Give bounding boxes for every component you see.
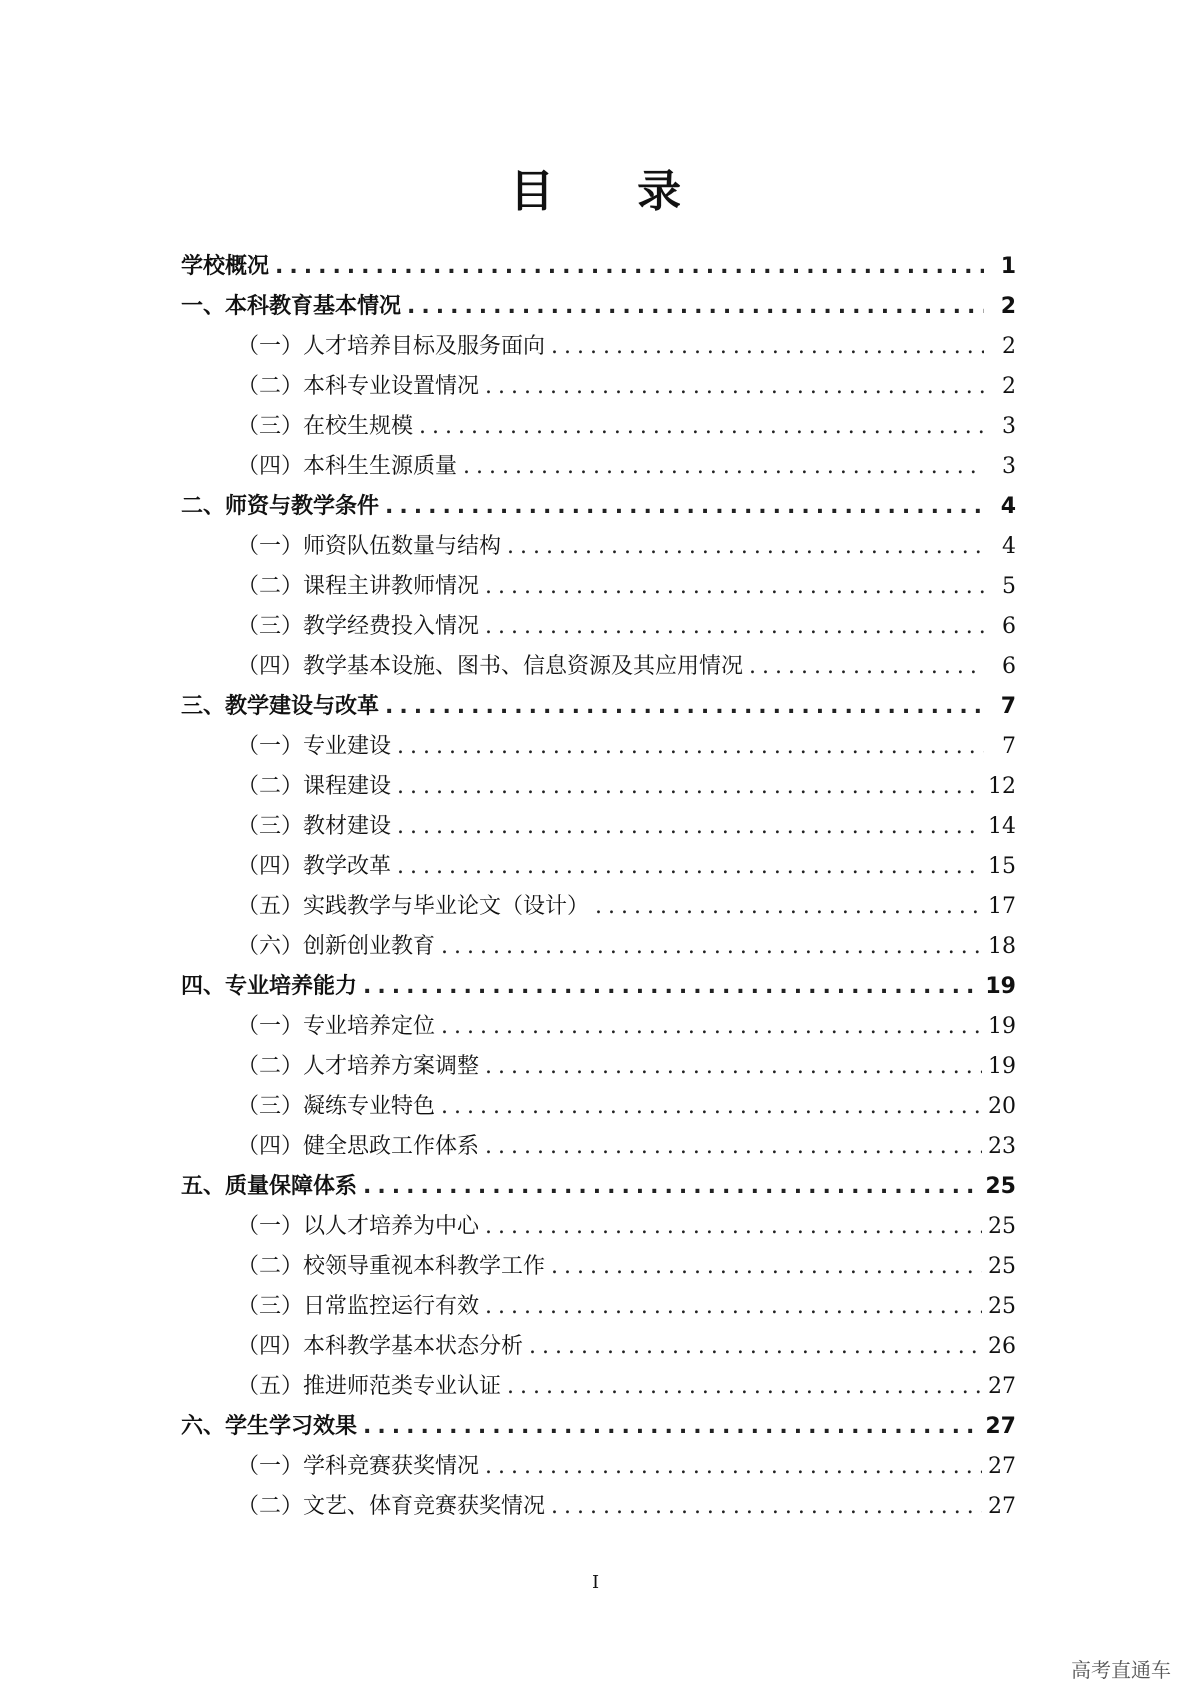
toc-entry-label: （四）健全思政工作体系 <box>237 1134 480 1159</box>
toc-entry-page: 2 <box>1000 294 1016 319</box>
toc-entry-label: （二）课程建设 <box>237 774 392 799</box>
toc-dot-leader <box>363 1407 979 1447</box>
toc-entry-label: （二）文艺、体育竞赛获奖情况 <box>237 1494 546 1519</box>
toc-entry-label: （一）专业建设 <box>237 734 392 759</box>
toc-section-entry[interactable] <box>181 1207 1016 1247</box>
toc-entry-label: （三）教材建设 <box>237 814 392 839</box>
toc-dot-leader <box>385 687 984 727</box>
toc-entry-page: 20 <box>988 1094 1016 1119</box>
toc-section-entry[interactable] <box>181 1367 1016 1407</box>
toc-section-entry[interactable] <box>181 887 1016 927</box>
toc-entry-page: 2 <box>1002 374 1016 399</box>
toc-entry-label: （二）校领导重视本科教学工作 <box>237 1254 546 1279</box>
toc-section-entry[interactable] <box>181 607 1016 647</box>
toc-entry-page: 19 <box>985 974 1016 999</box>
toc-chapter-entry[interactable] <box>181 1167 1016 1207</box>
toc-dot-leader <box>397 847 982 887</box>
toc-entry-page: 5 <box>1002 574 1016 599</box>
toc-entry-label: （四）本科生生源质量 <box>237 454 458 479</box>
toc-section-entry[interactable] <box>181 1087 1016 1127</box>
toc-entry-page: 6 <box>1002 654 1016 679</box>
toc-entry-page: 12 <box>988 774 1016 799</box>
toc-entry-page: 19 <box>988 1014 1016 1039</box>
toc-entry-page: 26 <box>988 1334 1016 1359</box>
toc-section-entry[interactable] <box>181 1327 1016 1367</box>
toc-dot-leader <box>397 767 982 807</box>
toc-section-entry[interactable] <box>181 367 1016 407</box>
toc-dot-leader <box>397 727 984 767</box>
toc-section-entry[interactable] <box>181 447 1016 487</box>
toc-entry-page: 25 <box>988 1294 1016 1319</box>
toc-section-entry[interactable] <box>181 847 1016 887</box>
toc-entry-label: （一）师资队伍数量与结构 <box>237 534 502 559</box>
toc-dot-leader <box>363 967 979 1007</box>
toc-dot-leader <box>749 647 984 687</box>
toc-entry-label: （二）课程主讲教师情况 <box>237 574 480 599</box>
toc-dot-leader <box>363 1167 979 1207</box>
toc-entry-label: （六）创新创业教育 <box>237 934 436 959</box>
toc-entry-label: 学校概况 <box>181 254 270 279</box>
toc-chapter-entry[interactable] <box>181 487 1016 527</box>
toc-entry-label: （五）实践教学与毕业论文（设计） <box>237 894 590 919</box>
toc-entry-label: （一）专业培养定位 <box>237 1014 436 1039</box>
toc-entry-page: 25 <box>985 1174 1016 1199</box>
toc-section-entry[interactable] <box>181 1287 1016 1327</box>
toc-entry-page: 23 <box>988 1134 1016 1159</box>
page-number: I <box>591 1572 600 1593</box>
toc-entry-page: 2 <box>1002 334 1016 359</box>
toc-section-entry[interactable] <box>181 647 1016 687</box>
toc-dot-leader <box>485 567 984 607</box>
toc-entry-label: （二）本科专业设置情况 <box>237 374 480 399</box>
toc-entry-label: （一）学科竞赛获奖情况 <box>237 1454 480 1479</box>
page-title: 目 录 <box>509 166 716 217</box>
toc-section-entry[interactable] <box>181 1487 1016 1527</box>
toc-dot-leader <box>463 447 984 487</box>
toc-dot-leader <box>441 1087 982 1127</box>
toc-entry-page: 18 <box>988 934 1016 959</box>
toc-entry-label: 一、本科教育基本情况 <box>181 294 402 319</box>
toc-section-entry[interactable] <box>181 807 1016 847</box>
toc-entry-page: 25 <box>988 1214 1016 1239</box>
toc-section-entry[interactable] <box>181 767 1016 807</box>
toc-entry-label: （五）推进师范类专业认证 <box>237 1374 502 1399</box>
toc-entry-page: 4 <box>1002 534 1016 559</box>
toc-dot-leader <box>485 1207 982 1247</box>
toc-entry-label: （三）在校生规模 <box>237 414 414 439</box>
toc-chapter-entry[interactable] <box>181 1407 1016 1447</box>
toc-section-entry[interactable] <box>181 327 1016 367</box>
toc-dot-leader <box>441 1007 982 1047</box>
toc-dot-leader <box>485 1047 982 1087</box>
toc-dot-leader <box>551 1247 982 1287</box>
toc-entry-page: 4 <box>1000 494 1016 519</box>
toc-dot-leader <box>407 287 984 327</box>
toc-chapter-entry[interactable] <box>181 287 1016 327</box>
toc-entry-page: 27 <box>988 1494 1016 1519</box>
toc-dot-leader <box>507 1367 982 1407</box>
toc-dot-leader <box>485 367 984 407</box>
toc-section-entry[interactable] <box>181 527 1016 567</box>
toc-chapter-entry[interactable] <box>181 687 1016 727</box>
toc-entry-page: 27 <box>988 1454 1016 1479</box>
toc-dot-leader <box>485 1287 982 1327</box>
toc-entry-page: 15 <box>988 854 1016 879</box>
toc-chapter-entry[interactable] <box>181 247 1016 287</box>
toc-section-entry[interactable] <box>181 407 1016 447</box>
toc-chapter-entry[interactable] <box>181 967 1016 1007</box>
toc-dot-leader <box>595 887 982 927</box>
toc-entry-page: 14 <box>988 814 1016 839</box>
toc-dot-leader <box>507 527 984 567</box>
watermark: 高考直通车 <box>1071 1658 1171 1682</box>
toc-section-entry[interactable] <box>181 1127 1016 1167</box>
toc-dot-leader <box>485 1127 982 1167</box>
toc-entry-page: 7 <box>1000 694 1016 719</box>
toc-section-entry[interactable] <box>181 1007 1016 1047</box>
toc-entry-page: 25 <box>988 1254 1016 1279</box>
toc-dot-leader <box>419 407 984 447</box>
toc-entry-page: 7 <box>1002 734 1016 759</box>
toc-section-entry[interactable] <box>181 567 1016 607</box>
toc-entry-label: （三）日常监控运行有效 <box>237 1294 480 1319</box>
toc-entry-label: （三）凝练专业特色 <box>237 1094 436 1119</box>
toc-entry-label: 三、教学建设与改革 <box>181 694 380 719</box>
toc-entry-page: 3 <box>1002 454 1016 479</box>
toc-entry-page: 19 <box>988 1054 1016 1079</box>
toc-entry-label: （二）人才培养方案调整 <box>237 1054 480 1079</box>
toc-dot-leader <box>441 927 982 967</box>
toc-entry-page: 1 <box>1000 254 1016 279</box>
toc-entry-page: 27 <box>985 1414 1016 1439</box>
toc-dot-leader <box>551 1487 982 1527</box>
toc-dot-leader <box>485 607 984 647</box>
toc-section-entry[interactable] <box>181 1447 1016 1487</box>
toc-entry-page: 27 <box>988 1374 1016 1399</box>
toc-entry-label: 六、学生学习效果 <box>181 1414 358 1439</box>
toc-section-entry[interactable] <box>181 1247 1016 1287</box>
toc-entry-label: 五、质量保障体系 <box>181 1174 358 1199</box>
toc-dot-leader <box>397 807 982 847</box>
toc-section-entry[interactable] <box>181 927 1016 967</box>
toc-entry-label: （一）人才培养目标及服务面向 <box>237 334 546 359</box>
toc-entry-label: 四、专业培养能力 <box>181 974 358 999</box>
toc-section-entry[interactable] <box>181 727 1016 767</box>
table-of-contents <box>181 247 1016 1527</box>
toc-entry-label: （四）教学基本设施、图书、信息资源及其应用情况 <box>237 654 744 679</box>
toc-entry-label: （四）教学改革 <box>237 854 392 879</box>
toc-entry-page: 6 <box>1002 614 1016 639</box>
toc-entry-page: 17 <box>988 894 1016 919</box>
toc-section-entry[interactable] <box>181 1047 1016 1087</box>
toc-entry-page: 3 <box>1002 414 1016 439</box>
toc-dot-leader <box>551 327 984 367</box>
toc-dot-leader <box>485 1447 982 1487</box>
toc-entry-label: 二、师资与教学条件 <box>181 494 380 519</box>
toc-dot-leader <box>529 1327 982 1367</box>
toc-dot-leader <box>275 247 984 287</box>
toc-entry-label: （四）本科教学基本状态分析 <box>237 1334 524 1359</box>
toc-entry-label: （一）以人才培养为中心 <box>237 1214 480 1239</box>
toc-dot-leader <box>385 487 984 527</box>
toc-entry-label: （三）教学经费投入情况 <box>237 614 480 639</box>
